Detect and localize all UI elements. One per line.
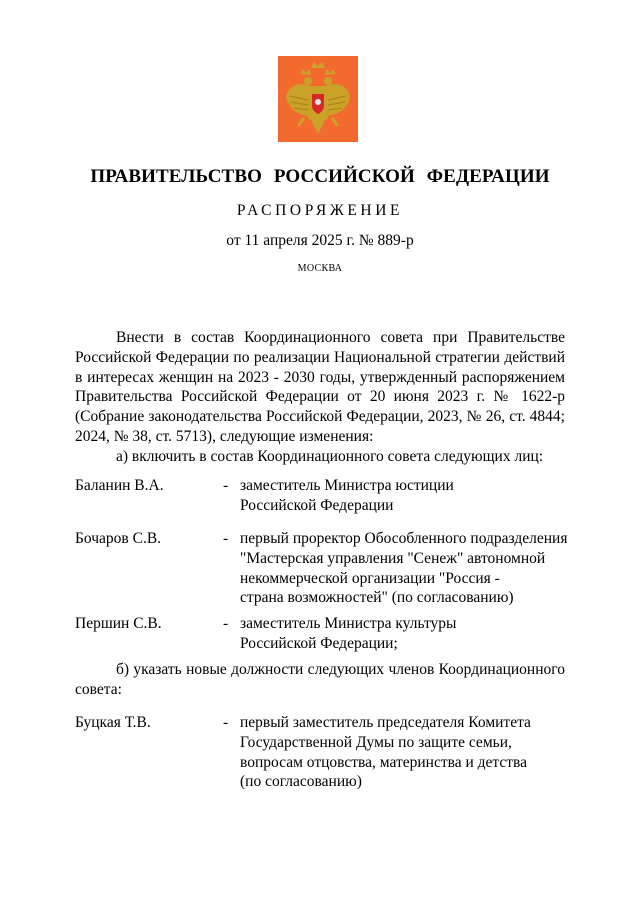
document-type: РАСПОРЯЖЕНИЕ — [236, 202, 404, 219]
member-dash: - — [223, 615, 229, 632]
position-line: заместитель Министра юстиции — [240, 477, 454, 494]
member-name: Буцкая Т.В. — [75, 714, 151, 731]
member-position — [240, 529, 580, 608]
position-line: вопросам отцовства, материнства и детства — [240, 753, 528, 771]
item-a-paragraph: а) включить в состав Координационного совета следующих лиц: — [116, 448, 544, 465]
member-name: Баланин В.А. — [75, 477, 164, 494]
member-dash: - — [223, 714, 229, 731]
position-line: Российской Федерации — [240, 496, 394, 514]
position-line: заместитель Министра культуры — [240, 615, 457, 632]
position-line: Российской Федерации; — [240, 634, 398, 652]
city-name: МОСКВА — [297, 263, 343, 274]
main-paragraph: Внести в состав Координационного совета при Правительстве Российской Федерации по реализации Национальной стратегии действий в интересах женщин на 2023 - 2030 годы, утвержденный распоряжением Правительства Российской Федерации от 20 июня 2023 г. № 1622-р (Собрание законодательства Российской Федерации, 2023, № 26, ст. 4844; 2024, № 38, ст. 5713), следующие изменения: — [75, 329, 565, 445]
position-line: некоммерческой организации "Россия - — [240, 569, 500, 587]
item-b-paragraph: б) указать новые должности следующих членов Координационного совета: — [75, 661, 565, 698]
member-position — [240, 713, 580, 792]
member-dash: - — [223, 477, 229, 494]
position-line: (по согласованию) — [240, 773, 362, 791]
position-line: первый проректор Обособленного подразделения — [240, 530, 568, 547]
member-position — [240, 476, 580, 516]
member-name: Бочаров С.В. — [75, 530, 162, 547]
russian-coat-of-arms-icon — [278, 56, 358, 142]
member-dash: - — [223, 530, 229, 547]
document-date-number: от 11 апреля 2025 г. № 889-р — [226, 232, 414, 249]
position-line: первый заместитель председателя Комитета — [240, 714, 531, 731]
position-line: Государственной Думы по защите семьи, — [240, 733, 512, 751]
position-line: "Мастерская управления "Сенеж" автономной — [240, 549, 546, 567]
government-title: ПРАВИТЕЛЬСТВО РОССИЙСКОЙ ФЕДЕРАЦИИ — [90, 166, 550, 187]
member-position — [240, 614, 580, 654]
position-line: страна возможностей" (по согласованию) — [240, 589, 514, 607]
member-name: Першин С.В. — [75, 615, 162, 632]
